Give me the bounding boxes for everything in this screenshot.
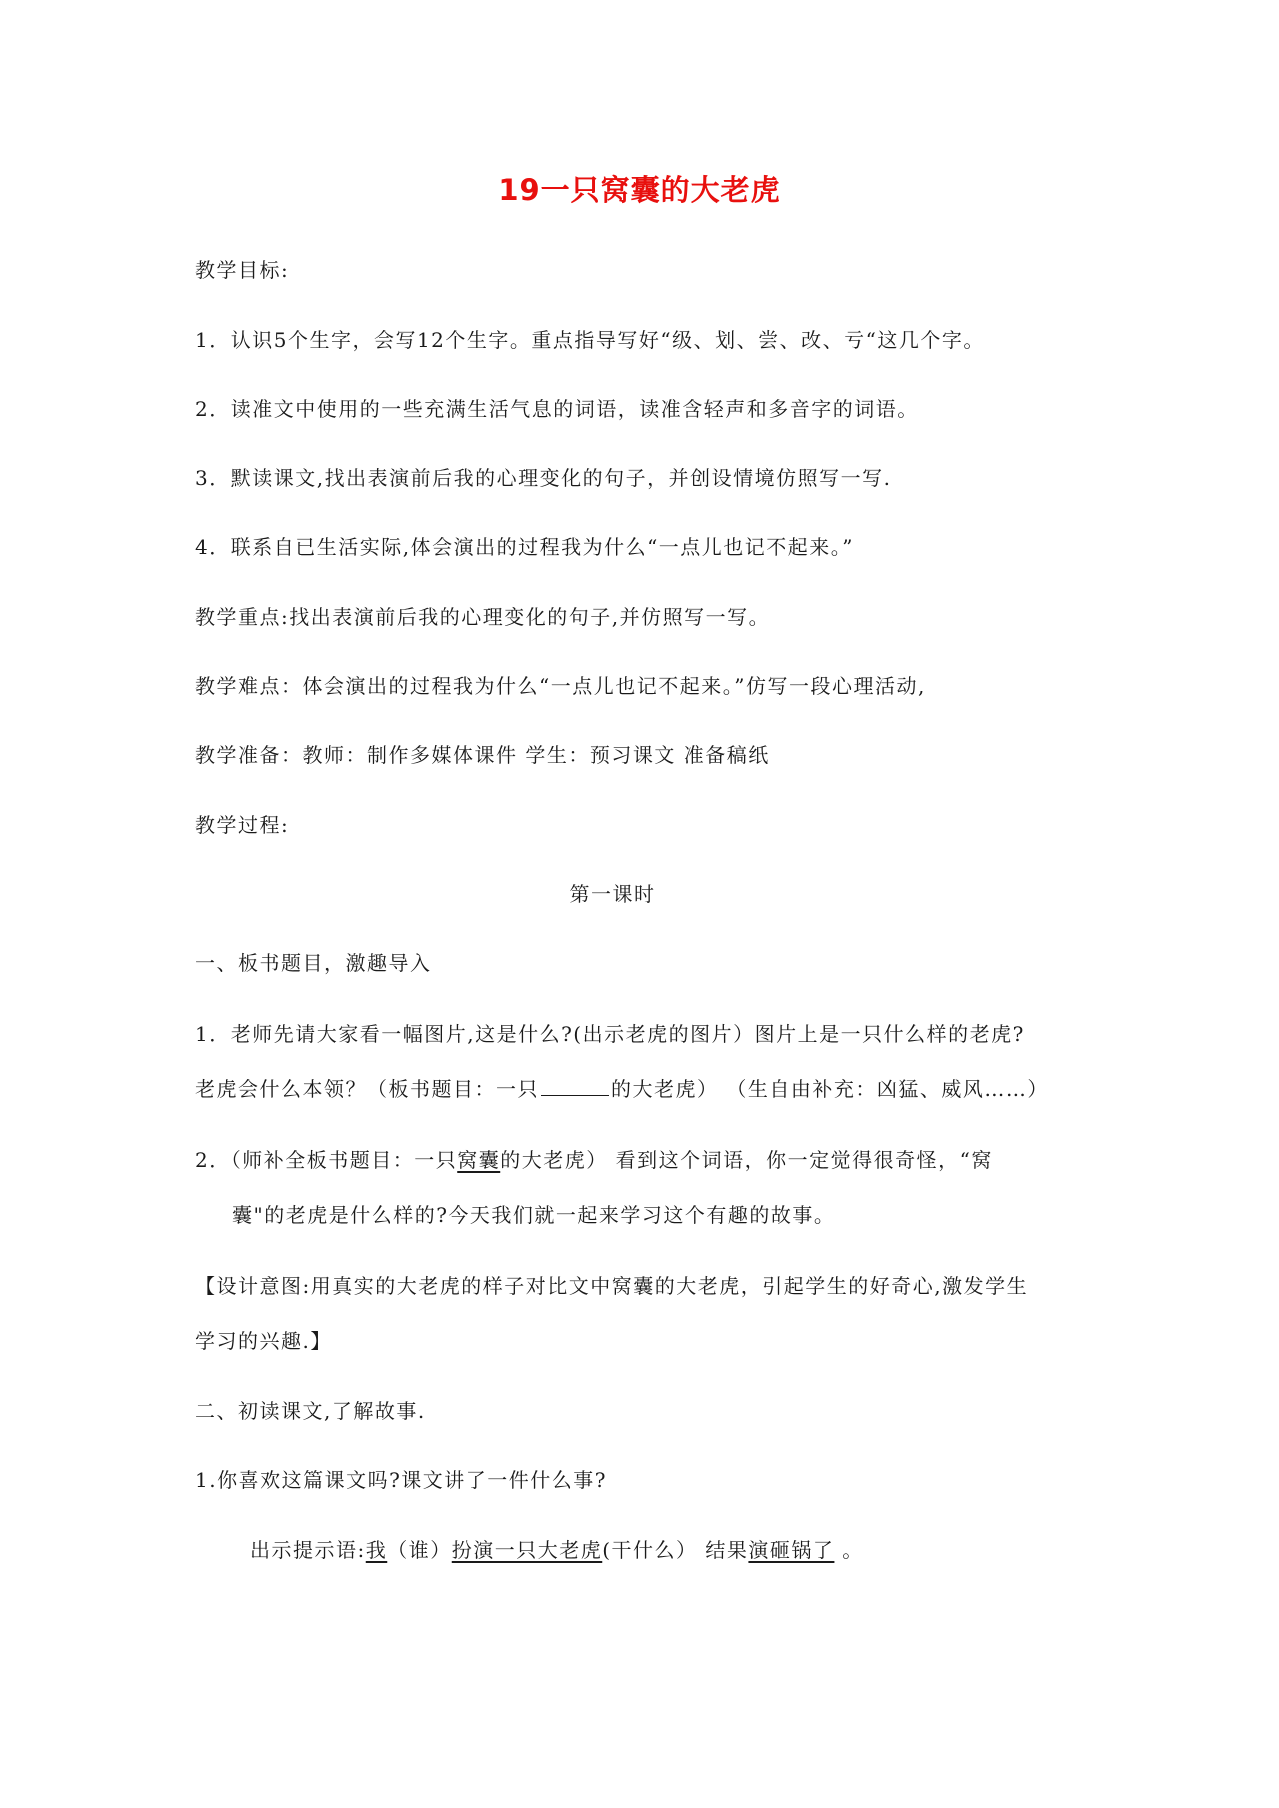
key-point: 教学重点:找出表演前后我的心理变化的句子,并仿照写一写。 [195, 605, 771, 629]
objective-item: 2．读准文中使用的一些充满生活气息的词语，读准含轻声和多音字的词语。 [195, 397, 919, 421]
objective-item: 1．认识5个生字，会写12个生字。重点指导写好“级、划、尝、改、亏“这几个字。 [195, 328, 985, 352]
design-intent-line1: 【设计意图:用真实的大老虎的样子对比文中窝囊的大老虎，引起学生的好奇心,激发学生 [195, 1274, 1029, 1298]
objectives-heading: 教学目标: [195, 258, 290, 282]
hint-what: 扮演一只大老虎 [451, 1538, 603, 1562]
section2-heading: 二、初读课文,了解故事. [195, 1399, 426, 1423]
item1-line2-end: 的大老虎） （生自由补充：凶猛、威风……） [611, 1077, 1049, 1101]
preparation: 教学准备：教师：制作多媒体课件 学生：预习课文 准备稿纸 [195, 743, 770, 767]
item2-underlined-word: 窝囊 [457, 1148, 501, 1172]
item2-rest: 的大老虎） 看到这个词语，你一定觉得很奇怪，“窝 [500, 1148, 993, 1172]
section1-item2-line1 [195, 1146, 993, 1174]
hint-who-tag: （谁） [387, 1538, 452, 1562]
hint-end: 。 [834, 1538, 864, 1562]
hint-who: 我 [365, 1538, 388, 1562]
document-title: 19一只窝囊的大老虎 [498, 173, 781, 207]
objective-item: 3．默读课文,找出表演前后我的心理变化的句子，并创设情境仿照写一写. [195, 466, 892, 490]
design-intent-line2: 学习的兴趣.】 [195, 1329, 332, 1353]
item1-line2-start: 老虎会什么本领？（板书题目：一只 [195, 1077, 539, 1101]
hint-label: 出示提示语: [250, 1538, 366, 1562]
fill-in-blank [541, 1077, 609, 1096]
process-heading: 教学过程: [195, 813, 290, 837]
hint-line [250, 1536, 864, 1564]
section1-item1-line1: 1．老师先请大家看一幅图片,这是什么?(出示老虎的图片）图片上是一只什么样的老虎? [195, 1022, 1025, 1046]
lesson-label: 第一课时 [569, 882, 656, 906]
section1-heading: 一、板书题目，激趣导入 [195, 951, 432, 975]
hint-result-label: 结果 [697, 1538, 749, 1562]
section2-question1: 1.你喜欢这篇课文吗?课文讲了一件什么事? [195, 1468, 608, 1492]
item2-prefix: 2．（师补全板书题目：一只 [195, 1148, 458, 1172]
difficulty: 教学难点：体会演出的过程我为什么“一点儿也记不起来。”仿写一段心理活动, [195, 674, 926, 698]
section1-item1-line2 [195, 1075, 1049, 1103]
hint-result: 演砸锅了 [748, 1538, 835, 1562]
objective-item: 4．联系自已生活实际,体会演出的过程我为什么“一点儿也记不起来。” [195, 535, 855, 559]
section1-item2-line2: 囊"的老虎是什么样的?今天我们就一起来学习这个有趣的故事。 [232, 1203, 836, 1227]
hint-what-tag: (干什么） [602, 1538, 698, 1562]
